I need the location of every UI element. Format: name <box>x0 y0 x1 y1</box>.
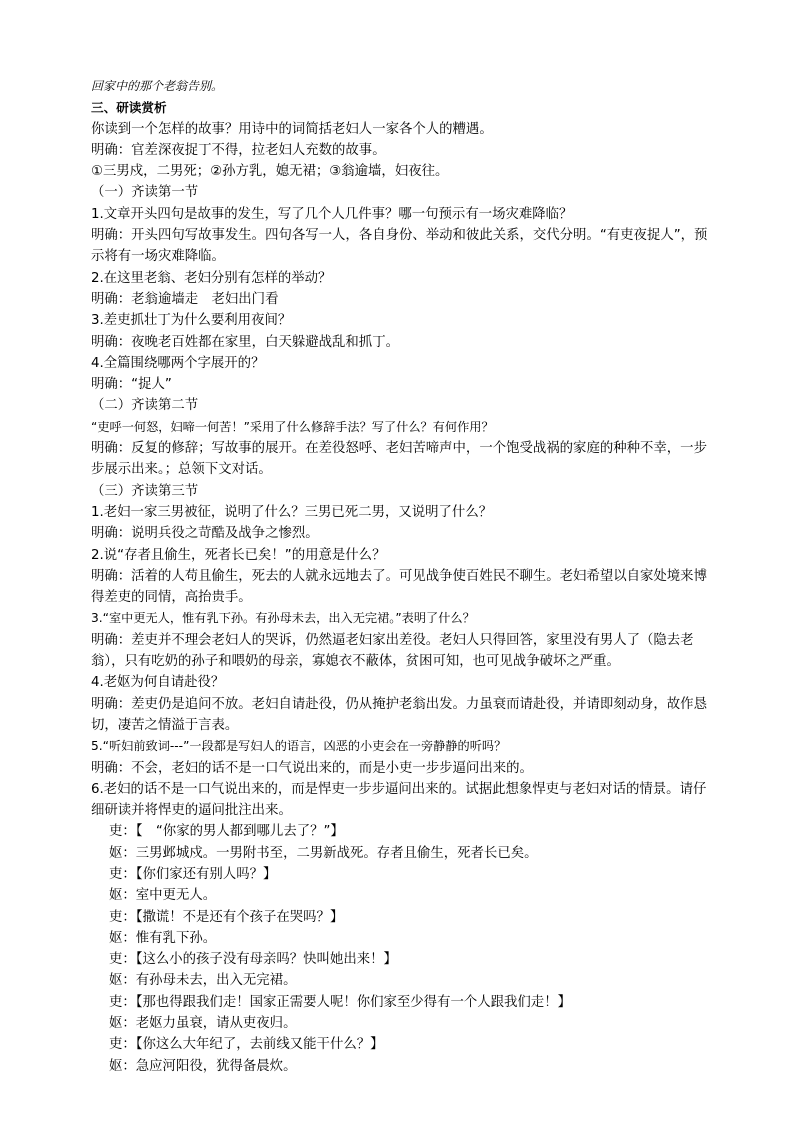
dialogue-line: 妪：室中更无人。 <box>109 888 217 904</box>
subsection-heading: （一）齐读第一节 <box>91 185 199 201</box>
question-line: 你读到一个怎样的故事？用诗中的词简括老妇人一家各个人的糟遇。 <box>91 121 493 137</box>
dialogue-line: 吏：【这么小的孩子没有母亲吗？快叫她出来！】 <box>109 952 397 968</box>
dialogue-line: 吏：【 “你家的男人都到哪儿去了？”】 <box>109 824 344 840</box>
dialogue-line: 吏：【那也得跟我们走！国家正需要人呢！你们家至少得有一个人跟我们走！】 <box>109 994 571 1010</box>
document-page <box>91 76 711 1077</box>
answer-line: 明确：差吏仍是追问不放。老妇自请赴役，仍从掩护老翁出发。力虽衰而请赴役，并请即刻动身，故作恳切，凄苦之情溢于言表。 <box>91 696 707 733</box>
dialogue-line: 吏：【你们家还有别人吗？】 <box>109 866 277 882</box>
dialogue-line: 妪：急应河阳役，犹得备晨炊。 <box>109 1058 297 1074</box>
question-line: 4.全篇围绕哪两个字展开的？ <box>91 355 265 371</box>
question-line: 4.老妪为何自请赴役？ <box>91 675 225 691</box>
text-line: 回家中的那个老翁告别。 <box>91 79 224 93</box>
answer-line: 明确：说明兵役之苛酷及战争之惨烈。 <box>91 526 319 542</box>
subsection-heading: （二）齐读第二节 <box>91 398 199 414</box>
answer-line: 明确：不会，老妇的话不是一口气说出来的，而是小吏一步步逼问出来的。 <box>91 760 533 776</box>
section-heading: 三、研读赏析 <box>91 100 167 116</box>
dialogue-line: 吏：【撒谎！不是还有个孩子在哭吗？】 <box>109 909 344 925</box>
answer-line: 明确：差吏并不理会老妇人的哭诉，仍然逼老妇家出差役。老妇人只得回答，家里没有男人了（隐去老翁），只有吃奶的孙子和喂奶的母亲，寡媳衣不蔽体，贫困可知，也可见战争破坏之严重。 <box>91 632 694 670</box>
answer-line: 明确：夜晚老百姓都在家里，白天躲避战乱和抓丁。 <box>91 334 399 350</box>
question-line: 3.差吏抓壮丁为什么要利用夜间？ <box>91 313 292 329</box>
answer-line: 明确：活着的人苟且偷生，死去的人就永远地去了。可见战争使百姓民不聊生。老妇希望以自家处境来博得差吏的同情，高抬贵手。 <box>91 568 707 606</box>
question-line: 6.老妇的话不是一口气说出来的，而是悍吏一步步逼问出来的。试据此想象悍吏与老妇对话的情景。请仔细研读并将悍吏的逼问批注出来。 <box>91 781 707 819</box>
answer-line: 明确：“捉人” <box>91 377 172 393</box>
question-line: 5.“听妇前致词---”一段都是写妇人的语言，凶恶的小吏会在一旁静静的听吗？ <box>91 739 507 754</box>
question-line: 2.在这里老翁、老妇分别有怎样的举动？ <box>91 270 332 286</box>
dialogue-line: 妪：有孙母未去，出入无完裙。 <box>109 973 297 989</box>
dialogue-line: 妪：老妪力虽衰，请从吏夜归。 <box>109 1016 297 1032</box>
answer-line: 明确：反复的修辞；写故事的展开。在差役怒呼、老妇苦啼声中，一个饱受战祸的家庭的种种不幸，一步步展示出来。；总领下文对话。 <box>91 441 707 478</box>
question-line: 1.文章开头四句是故事的发生，写了几个人几件事？哪一句预示有一场灾难降临？ <box>91 206 573 222</box>
answer-line: 明确：官差深夜捉丁不得，拉老妇人充数的故事。 <box>91 142 386 158</box>
question-line: 2.说“存者且偷生，死者长已矣！”的用意是什么？ <box>91 547 386 563</box>
answer-line: 明确：开头四句写故事发生。四句各写一人，各自身份、举动和彼此关系，交代分明。“有吏夜捉人”，预示将有一场灾难降临。 <box>91 228 708 265</box>
dialogue-line: 吏：【你这么大年纪了，去前线又能干什么？】 <box>109 1037 384 1053</box>
question-line: 1.老妇一家三男被征，说明了什么？三男已死二男，又说明了什么？ <box>91 504 493 520</box>
dialogue-line: 妪：三男邺城戍。一男附书至，二男新战死。存者且偷生，死者长已矣。 <box>109 845 538 861</box>
question-line: 3.“室中更无人，惟有乳下孙。有孙母未去，出入无完裙。”表明了什么？ <box>91 611 475 626</box>
subsection-heading: （三）齐读第三节 <box>91 483 199 499</box>
question-line: “吏呼一何怒，妇啼一何苦！”采用了什么修辞手法？写了什么？有何作用？ <box>91 419 494 434</box>
dialogue-line: 妪：惟有乳下孙。 <box>109 930 217 946</box>
answer-line: ①三男戍，二男死；②孙方乳，媳无裙；③翁逾墙，妇夜往。 <box>91 164 449 180</box>
answer-line: 明确：老翁逾墙走 老妇出门看 <box>91 291 279 307</box>
